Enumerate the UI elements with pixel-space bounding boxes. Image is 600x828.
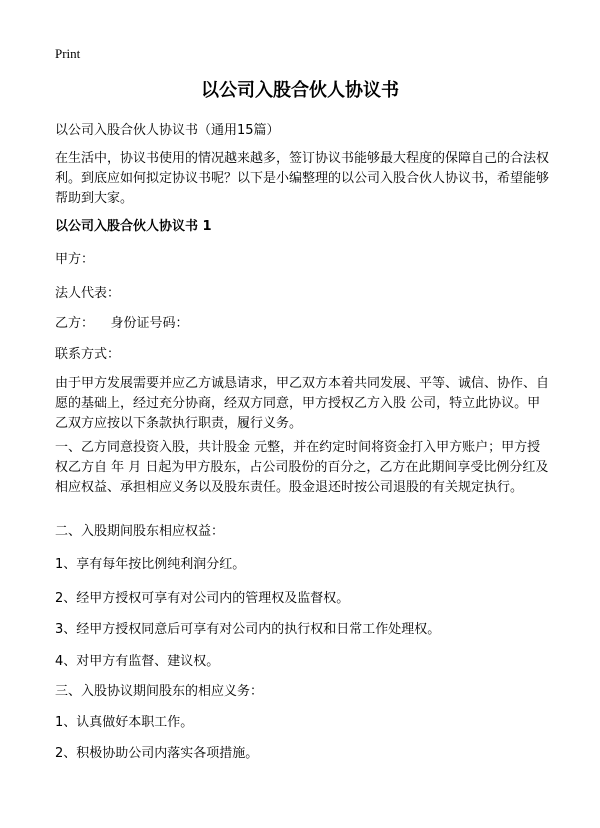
clause-preamble: 由于甲方发展需要并应乙方诚恳请求，甲乙双方本着共同发展、平等、诚信、协作、自愿的基础上，经过充分协商，经双方同意，甲方授权乙方入股 公司，特立此协议。甲乙双方应按以下条款执行职责，履行义务。 [55, 376, 550, 431]
legal-rep-line: 法人代表： [55, 286, 121, 301]
document-subtitle: 以公司入股合伙人协议书（通用15篇） [55, 123, 280, 138]
clause-3-heading: 三、入股协议期间股东的相应义务： [55, 684, 264, 699]
clause-2-heading: 二、入股期间股东相应权益： [55, 524, 225, 539]
clause-2-item-3: 3、经甲方授权同意后可享有对公司内的执行权和日常工作处理权。 [55, 622, 441, 637]
clause-1: 一、乙方同意投资入股，共计股金 元整，并在约定时间将资金打入甲方账户；甲方授权乙方自 年 月 日起为甲方股东，占公司股份的百分之，乙方在此期间享受比例分红及相应权益、承担相应义务以及股东责任。股金退还时按公司退股的有关规定执行。 [55, 440, 549, 495]
section-title: 以公司入股合伙人协议书 1 [55, 219, 212, 234]
clause-2-item-2: 2、经甲方授权可享有对公司内的管理权及监督权。 [55, 591, 350, 606]
clause-3-item-1: 1、认真做好本职工作。 [55, 715, 194, 730]
print-label: Print [55, 46, 81, 61]
clause-2-item-1: 1、享有每年按比例纯利润分红。 [55, 557, 246, 572]
party-b-line: 乙方： 身份证号码： [55, 316, 189, 331]
document-title: 以公司入股合伙人协议书 [201, 80, 399, 101]
clause-2-item-4: 4、对甲方有监督、建议权。 [55, 654, 220, 669]
party-a-line: 甲方： [55, 252, 95, 267]
intro-paragraph: 在生活中，协议书使用的情况越来越多，签订协议书能够最大程度的保障自己的合法权利。到底应如何拟定协议书呢？以下是小编整理的以公司入股合伙人协议书，希望能够帮助到大家。 [55, 151, 550, 206]
contact-line: 联系方式： [55, 347, 121, 362]
clause-3-item-2: 2、积极协助公司内落实各项措施。 [55, 746, 259, 761]
